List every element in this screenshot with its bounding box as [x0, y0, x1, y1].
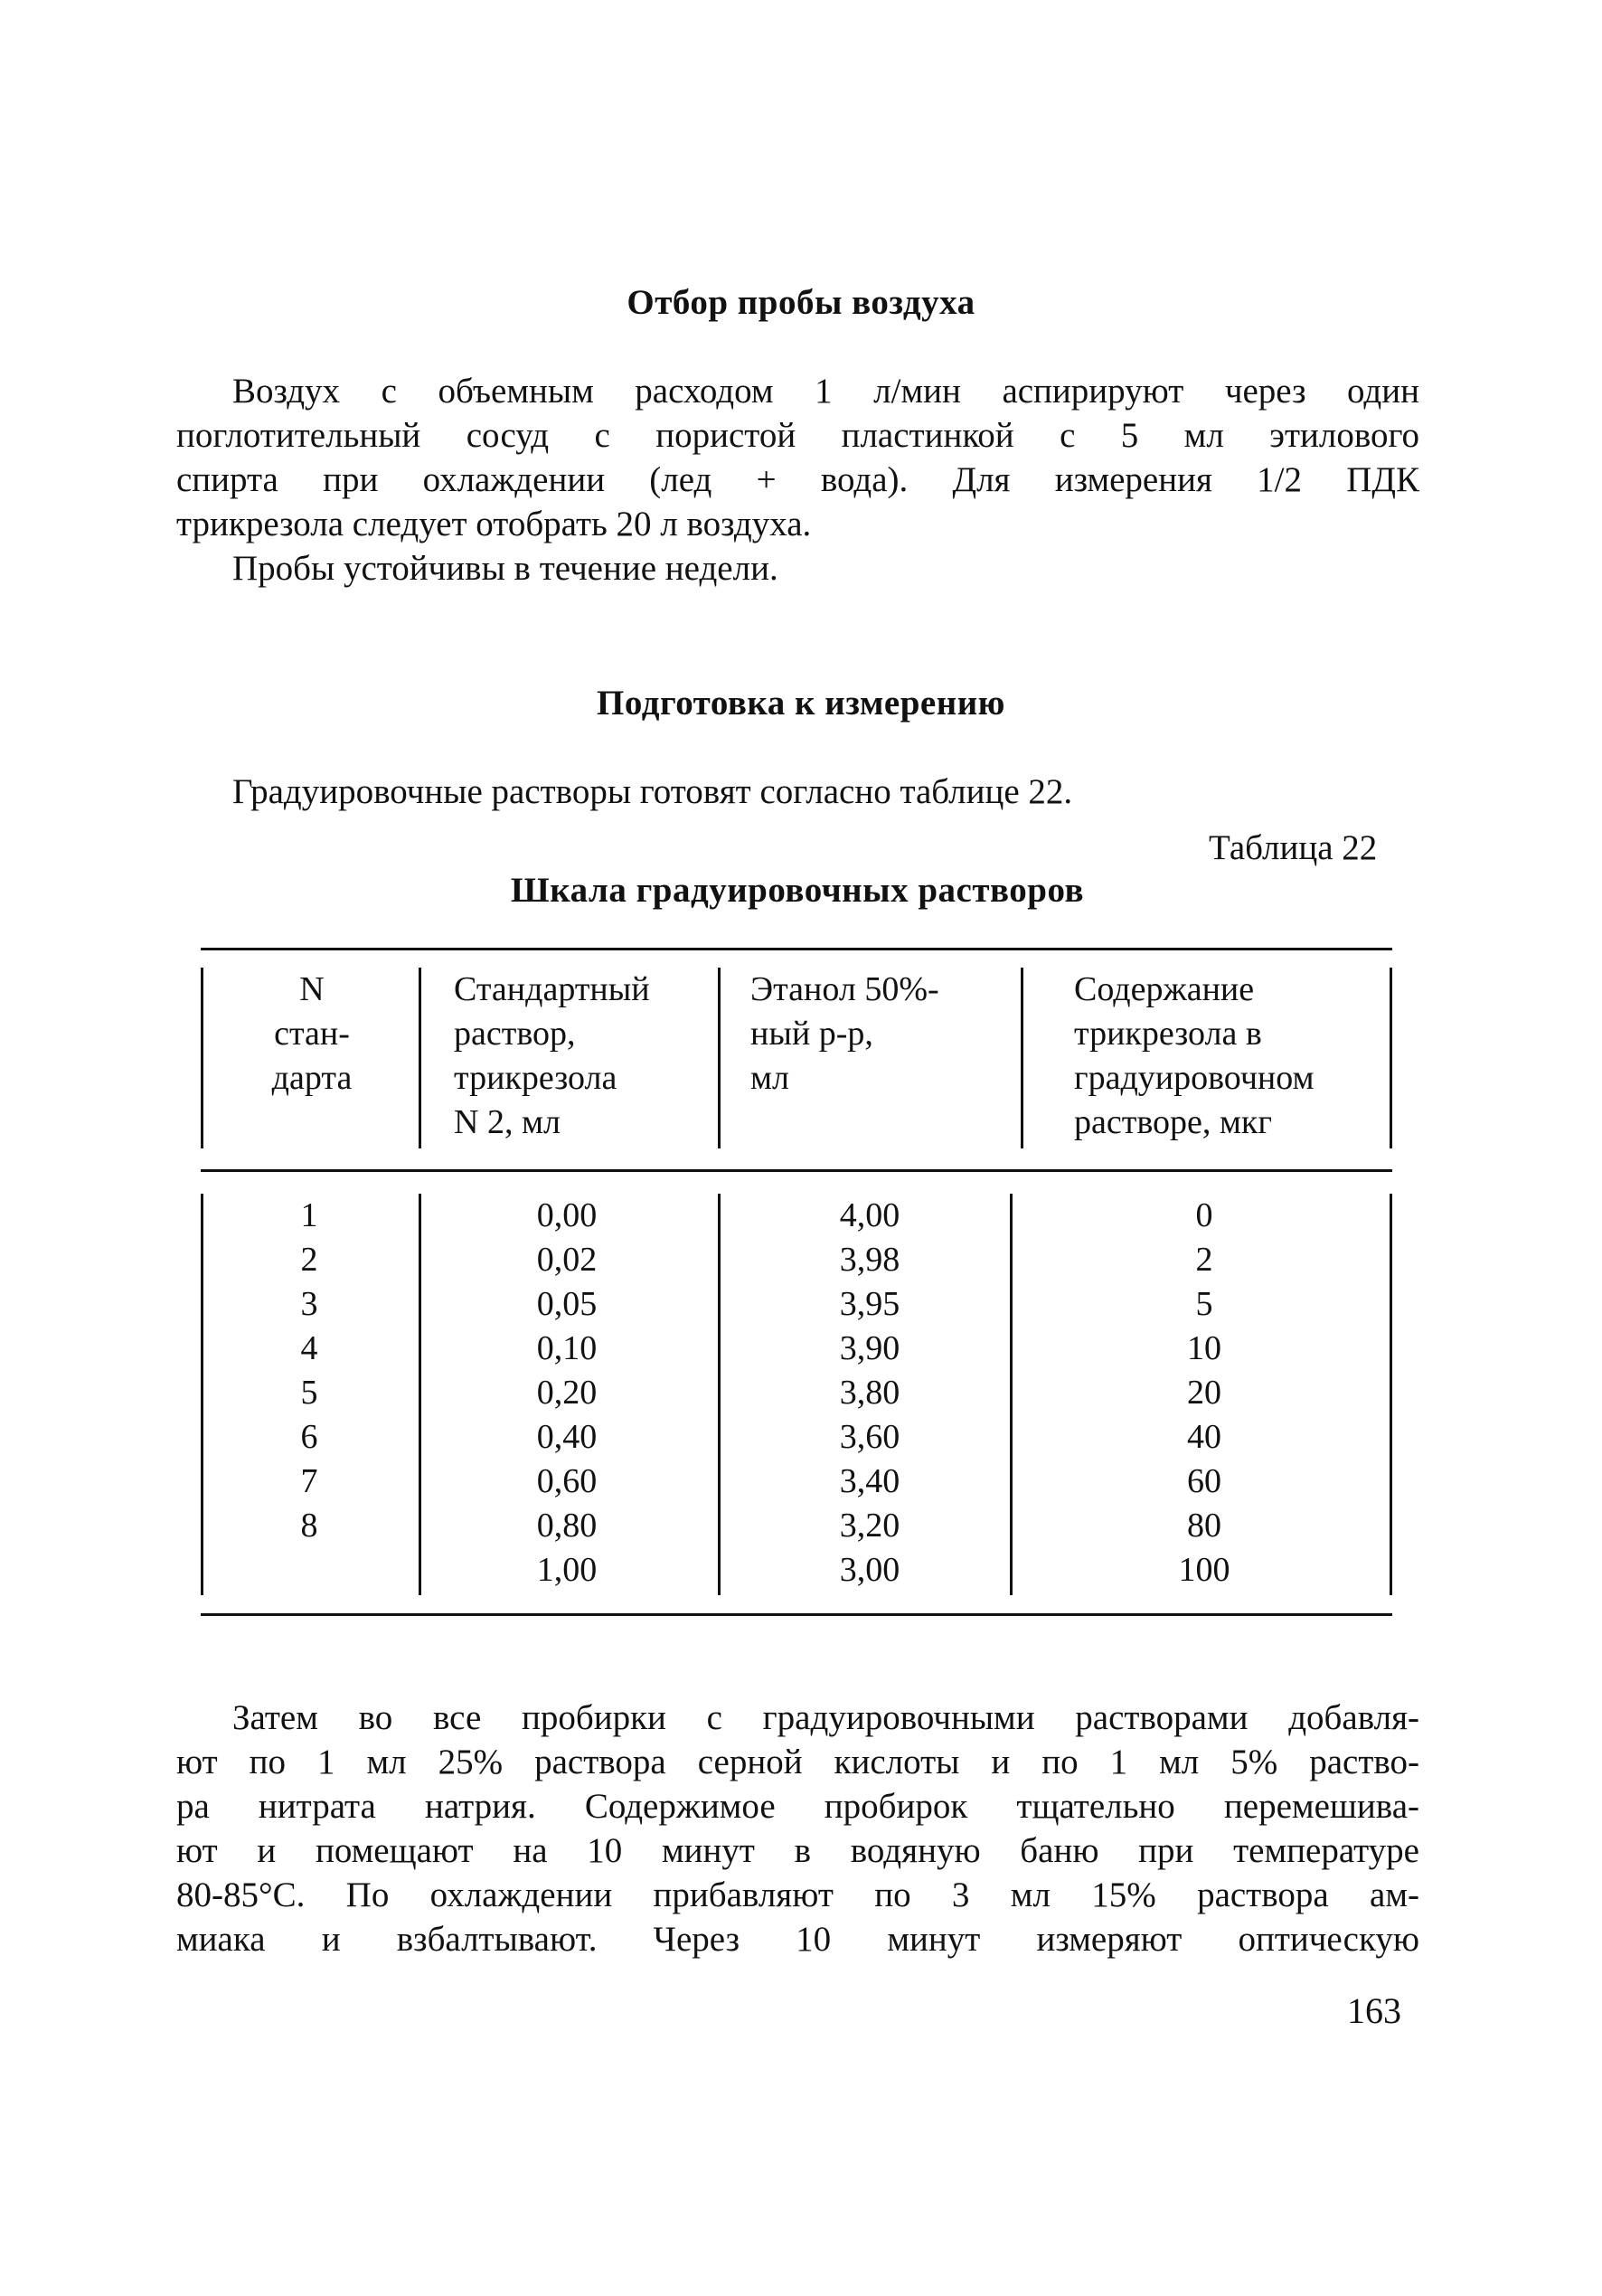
table-cell: 0,60	[536, 1462, 598, 1500]
table-title: Шкала градуировочных растворов	[510, 871, 1085, 910]
table-header-ethanol: Этанол 50%- ный р-р, мл	[750, 970, 939, 1097]
table-cell: 2	[1195, 1241, 1213, 1279]
text-line: миака и взбалтывают. Через 10 минут измеряют оптическую	[176, 1920, 1419, 1959]
table-cell: 3,60	[839, 1418, 900, 1456]
table-cell: 0,05	[536, 1285, 598, 1323]
text-line: 80-85°С. По охлаждении прибавляют по 3 мл 15% раствора ам-	[176, 1876, 1419, 1914]
table-cell: 80	[1187, 1507, 1221, 1545]
table-cell: 5	[300, 1374, 318, 1412]
table-border-left	[201, 968, 203, 1148]
table-cell: 3,20	[839, 1507, 900, 1545]
text-line: трикрезола следует отобрать 20 л воздуха.	[176, 505, 812, 543]
paragraph-air-sampling	[176, 369, 1419, 546]
table-col-divider	[718, 968, 721, 1148]
text-line: Затем во все пробирки с градуировочными растворами добавля-	[232, 1698, 1419, 1737]
text-line: Воздух с объемным расходом 1 л/мин аспирируют через один	[232, 372, 1419, 411]
text-line: ют и помещают на 10 минут в водяную баню при температуре	[176, 1831, 1419, 1870]
table-column-content	[1023, 1194, 1385, 1592]
table-cell: 5	[1195, 1285, 1213, 1323]
table-cell: 8	[300, 1507, 318, 1545]
paragraph-preparation-intro: Градуировочные растворы готовят согласно таблице 22.	[232, 772, 1073, 811]
table-border-left	[201, 1194, 203, 1595]
table-border-right	[1390, 968, 1392, 1148]
table-cell: 40	[1187, 1418, 1221, 1456]
table-cell: 0,40	[536, 1418, 598, 1456]
table-header-standard-solution: Стандартный раствор, трикрезола N 2, мл	[454, 970, 650, 1141]
table-cell: 0,00	[536, 1196, 598, 1234]
paragraph-sample-stability: Пробы устойчивы в течение недели.	[232, 549, 778, 588]
table-border-right	[1390, 1194, 1392, 1595]
table-cell: 4	[300, 1329, 318, 1367]
table-cell: 100	[1178, 1551, 1230, 1589]
table-column-ethanol	[734, 1194, 1005, 1592]
table-col-divider	[1010, 1194, 1013, 1595]
heading-air-sampling: Отбор пробы воздуха	[627, 283, 975, 322]
page-number: 163	[1347, 1990, 1401, 2031]
table-cell: 60	[1187, 1462, 1221, 1500]
text-line: поглотительный сосуд с пористой пластинкой с 5 мл этилового	[176, 416, 1419, 455]
table-cell: 0,80	[536, 1507, 598, 1545]
table-column-solution	[427, 1194, 707, 1592]
text-line: ра нитрата натрия. Содержимое пробирок тщательно перемешива-	[176, 1787, 1419, 1826]
table-label: Таблица 22	[1209, 828, 1378, 867]
text-line: спирта при охлаждении (лед + вода). Для измерения 1/2 ПДК	[176, 460, 1419, 499]
heading-preparation: Подготовка к измерению	[597, 684, 1005, 723]
table-cell: 3,95	[839, 1285, 900, 1323]
table-cell: 0,02	[536, 1241, 598, 1279]
table-cell: 1	[300, 1196, 318, 1234]
table-cell: 3,40	[839, 1462, 900, 1500]
table-bottom-rule	[201, 1613, 1392, 1616]
table-cell: 3,98	[839, 1241, 900, 1279]
table-header-rule	[201, 1169, 1392, 1172]
table-cell: 7	[300, 1462, 318, 1500]
table-top-rule	[201, 948, 1392, 950]
table-cell: 1,00	[536, 1551, 598, 1589]
table-cell: 3,90	[839, 1329, 900, 1367]
table-cell: 10	[1187, 1329, 1221, 1367]
table-header-content: Содержание трикрезола в градуировочном растворе, мкг	[1074, 970, 1315, 1141]
table-cell: 0,20	[536, 1374, 598, 1412]
table-header-standard-number: N стан- дарта	[271, 970, 353, 1097]
table-cell: 3	[300, 1285, 318, 1323]
table-col-divider	[419, 1194, 421, 1595]
table-cell: 2	[300, 1241, 318, 1279]
table-cell: 6	[300, 1418, 318, 1456]
paragraph-procedure	[176, 1696, 1419, 1961]
table-col-divider	[718, 1194, 721, 1595]
table-cell: 3,00	[839, 1551, 900, 1589]
table-cell	[228, 1548, 391, 1592]
text-line: ют по 1 мл 25% раствора серной кислоты и по 1 мл 5% раство-	[176, 1743, 1419, 1781]
table-col-divider	[1021, 968, 1023, 1148]
table-cell: 0	[1195, 1196, 1213, 1234]
table-cell: 0,10	[536, 1329, 598, 1367]
table-cell: 20	[1187, 1374, 1221, 1412]
table-cell: 3,80	[839, 1374, 900, 1412]
table-col-divider	[419, 968, 421, 1148]
table-column-standard	[228, 1194, 391, 1592]
calibration-table	[201, 948, 1392, 1615]
table-cell: 4,00	[839, 1196, 900, 1234]
